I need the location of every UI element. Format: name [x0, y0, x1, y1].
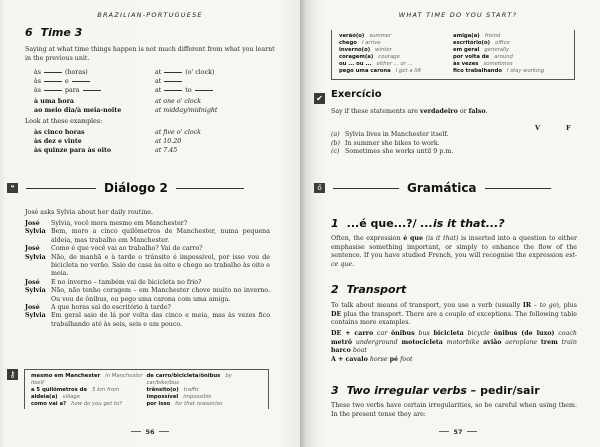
- pattern-row: [34, 87, 104, 96]
- vocab-entry: [31, 401, 147, 408]
- transport-pt: motocicleta: [401, 338, 443, 346]
- vocab-entry: [339, 40, 453, 47]
- transport-en: bus: [418, 330, 430, 337]
- vocab-gloss: how do you get to?: [71, 401, 122, 408]
- right-page: [300, 0, 600, 447]
- pattern-row-en: [155, 69, 214, 78]
- vocab-gloss: 5 km from: [92, 387, 120, 394]
- pattern-pt-prefix: às: [34, 78, 41, 85]
- page-number: [0, 428, 300, 436]
- transport-en: bicycle: [467, 330, 490, 337]
- dialogue-line: [25, 287, 270, 304]
- dialogue: [25, 220, 270, 329]
- utterance: Bem, moro a cinco quilômetros de Manchester, numa pequena aldeia, mas trabalho em Manchester.: [51, 228, 270, 244]
- pattern-pt-prefix: às: [34, 69, 41, 76]
- speaker: José: [25, 278, 40, 286]
- transport-pt: bicicleta: [433, 330, 464, 337]
- utterance: Não, não tenho coragem – em Manchester chove muito no inverno. Ou vou de ônibus, ou pego uma carona com uma amiga.: [51, 287, 270, 303]
- example-en: at 10.20: [155, 138, 182, 145]
- pattern-pt-suffix: (horas): [65, 69, 88, 76]
- pattern-row-en: [155, 87, 216, 96]
- example-en: at 7.45: [155, 147, 178, 154]
- vocab-entry: [339, 68, 453, 75]
- transport-en: underground: [355, 338, 398, 346]
- transport-pt: pé: [389, 356, 399, 363]
- transport-en: train: [561, 338, 577, 346]
- heading-rule: [176, 188, 244, 189]
- vocab-term: às vezes: [453, 61, 479, 68]
- text: .: [352, 260, 355, 268]
- section-title-en: ...is it that...?: [416, 217, 505, 230]
- vocab-gloss: summer: [369, 33, 392, 39]
- text-italic: to go: [539, 302, 557, 309]
- speaker: José: [25, 220, 40, 227]
- fixed-pt: à uma hora: [34, 98, 74, 105]
- section-number: 2: [331, 283, 339, 296]
- pattern-en-suffix: (o' clock): [185, 69, 215, 76]
- vocab-term: inverno(o): [339, 47, 371, 54]
- vocab-gloss: in Manchester itself: [31, 373, 143, 387]
- example-pt: às cinco horas: [34, 129, 85, 136]
- transport-pt: barco: [331, 347, 351, 355]
- section-number: 3: [331, 384, 339, 397]
- vocab-box: [24, 369, 269, 409]
- speaker: Sylvia: [25, 253, 46, 261]
- grammar-section-title: [331, 283, 406, 296]
- speaker: Sylvia: [25, 287, 46, 295]
- section-title-pt: pedir/sair: [476, 384, 540, 397]
- vocab-term: de carro/bicicleta/ônibus: [146, 373, 221, 379]
- transport-list: [331, 330, 577, 356]
- item-label: (b): [331, 139, 340, 147]
- transport-pt: A + cavalo: [331, 356, 368, 363]
- vocab-gloss: sometimes: [483, 61, 513, 68]
- utterance: Em geral saio de lá por volta das cinco e meia, mas às vezes fico trabalhando até às seis, seis e um pouco.: [51, 312, 270, 328]
- grammar-paragraph: These two verbs have certain irregularities, so be careful when using them. In the present tense they are:: [331, 402, 577, 418]
- transport-pt: DE + carro: [331, 330, 374, 337]
- vocab-term: mesmo em Manchester: [31, 373, 101, 379]
- heading-rule: [485, 188, 551, 189]
- item-text: In summer she bikes to work.: [345, 139, 440, 147]
- vocab-entry: [453, 47, 567, 54]
- pattern-pt-mid: para: [65, 87, 80, 94]
- transport-pt: ônibus: [390, 330, 415, 337]
- text: –: [531, 302, 540, 309]
- vocab-gloss: I arrive: [361, 40, 381, 47]
- dialogue-title: Diálogo 2: [104, 181, 168, 195]
- vocab-gloss: village: [62, 394, 81, 401]
- dialogue-line: [25, 220, 270, 228]
- vocab-gloss: traffic: [183, 387, 200, 394]
- vocab-term: trânsito(o): [146, 387, 179, 394]
- vocab-entry: [339, 33, 453, 40]
- text-bold: é que: [403, 235, 424, 242]
- vocab-column: [31, 373, 147, 408]
- vocab-term: aldeia(a): [31, 394, 58, 401]
- instruction-text: Say if these statements are: [331, 108, 421, 115]
- text-italic: (is it that): [423, 235, 459, 242]
- transport-en: horse: [369, 356, 388, 363]
- dialogue-line: [25, 279, 270, 287]
- instruction-falso: falso: [468, 108, 486, 115]
- pattern-en-prefix: at: [155, 87, 162, 94]
- vocab-term: escritório(o): [453, 40, 491, 47]
- dialogue-line: [25, 304, 270, 312]
- fixed-pt: ao meio dia/à meia-noite: [34, 107, 122, 114]
- instruction-text: or: [457, 108, 469, 115]
- page-number: [308, 428, 600, 436]
- vocab-term: chego: [339, 40, 357, 47]
- utterance: Como é que você vai ao trabalho? Vai de carro?: [51, 245, 203, 253]
- example-en: at five o' clock: [155, 129, 201, 136]
- section-number: 1: [331, 217, 339, 230]
- speaker: José: [25, 245, 40, 253]
- grammar-paragraph: [331, 235, 577, 269]
- vocab-term: em geral: [453, 47, 480, 54]
- page-number-text: 56: [145, 428, 155, 436]
- speech-quotes-icon: ❝: [7, 183, 18, 193]
- vocab-entry: [31, 373, 147, 387]
- vocab-gloss: by car/bike/bus: [146, 373, 232, 387]
- vocab-entry: [339, 54, 453, 61]
- transport-en: aeroplane: [505, 338, 538, 346]
- transport-a-line: [331, 356, 577, 365]
- pattern-en-mid: to: [185, 87, 192, 94]
- text: Often, the expression: [331, 235, 404, 242]
- pattern-pt-prefix: às: [34, 87, 41, 94]
- exercise-item: [331, 140, 531, 149]
- pattern-row: [34, 69, 88, 78]
- vocab-entry: [339, 47, 453, 54]
- exercise-title: Exercício: [331, 89, 382, 100]
- transport-pt: trem: [540, 338, 558, 346]
- section-title-en: Two irregular verbs –: [346, 384, 477, 397]
- transport-pt: metrô: [331, 338, 353, 346]
- pattern-row: [34, 78, 93, 87]
- vocab-gloss: I stay working: [507, 68, 545, 75]
- grammar-section-title: [331, 217, 505, 230]
- vocab-entry: [31, 387, 147, 394]
- transport-en: motorbike: [446, 338, 480, 346]
- vocab-box: [331, 30, 575, 80]
- section-number: 6: [25, 26, 33, 39]
- vocab-entry: [147, 373, 263, 387]
- heading-rule: [26, 188, 96, 189]
- dialogue-line: [25, 245, 270, 253]
- vocab-gloss: office: [495, 40, 510, 47]
- column-f: F: [566, 124, 571, 132]
- vocab-entry: [453, 61, 567, 68]
- vocab-gloss: around: [494, 54, 513, 61]
- section-title-pt: ...é que...?/: [346, 217, 417, 230]
- transport-pt: ônibus (de luxo): [493, 330, 555, 337]
- running-head: WHAT TIME DO YOU START?: [398, 11, 518, 19]
- item-text: Sylvia lives in Manchester itself.: [345, 131, 449, 138]
- pattern-en-prefix: at: [155, 69, 162, 76]
- transport-pt: avião: [483, 338, 502, 346]
- text: ), plus: [556, 302, 577, 309]
- vocab-column: [339, 33, 453, 76]
- instruction-verdadeiro: verdadeiro: [420, 108, 458, 115]
- exercise-instruction: [331, 108, 581, 117]
- vocab-gloss: I get a lift: [395, 68, 422, 75]
- section-title: [25, 26, 82, 39]
- example-pt: às quinze para às oito: [34, 147, 112, 154]
- grammar-heading-band: [314, 181, 551, 195]
- grammar-section-title: [331, 384, 540, 397]
- vocab-term: pego uma carona: [339, 68, 391, 75]
- fixed-en: at midday/midnight: [155, 107, 218, 114]
- vocab-term: fico trabalhando: [453, 68, 502, 75]
- running-head: BRAZILIAN-PORTUGUESE: [97, 11, 203, 19]
- item-label: (c): [331, 148, 340, 156]
- vocab-term: verão(o): [339, 33, 365, 39]
- vocab-gloss: generally: [484, 47, 510, 54]
- grammar-paragraph: [331, 302, 577, 328]
- transport-en: car: [376, 330, 388, 337]
- exercise-item: [331, 131, 531, 140]
- vocab-gloss: for that reason/so: [175, 401, 223, 408]
- utterance: Não, de manhã e à tarde o trânsito é impossível, por isso vou de bicicleta no verão. Saio de casa às oito e chego ao trabalho às oito e meia.: [51, 253, 270, 278]
- vocab-entry: [339, 61, 453, 68]
- dialogue-line: [25, 254, 270, 279]
- speaker: Sylvia: [25, 228, 46, 236]
- page-number-text: 57: [453, 428, 463, 436]
- section-title-text: Transport: [346, 283, 407, 296]
- heading-rule: [333, 188, 399, 189]
- section-title-text: Time 3: [40, 26, 83, 39]
- vocab-entry: [453, 40, 567, 47]
- transport-en: coach: [558, 330, 577, 337]
- column-v: V: [535, 124, 541, 132]
- text: plus the transport. There are a couple of exceptions. The following table contains more examples.: [331, 310, 577, 327]
- grammar-symbol-icon: ő: [314, 183, 325, 193]
- pattern-pt-mid: e: [65, 78, 69, 85]
- text-italic: est-ce que: [331, 252, 577, 268]
- intro-paragraph: Saying at what time things happen is not much different from what you learnt in the previous unit.: [25, 46, 275, 62]
- transport-en: foot: [400, 356, 413, 363]
- vocab-term: por volta de: [453, 54, 490, 61]
- pattern-en-prefix: at: [155, 78, 162, 85]
- vocab-term: a 5 quilômetros de: [31, 387, 88, 394]
- transport-en: boat: [352, 347, 367, 355]
- vocab-gloss: courage: [378, 54, 400, 61]
- text-bold: DE: [331, 310, 342, 318]
- instruction-text: .: [485, 108, 488, 115]
- dialogue-heading-band: [7, 181, 244, 195]
- exercise-item: [331, 148, 531, 157]
- vocab-term: por isso: [146, 401, 171, 408]
- vocab-term: coragem(a): [339, 54, 374, 61]
- text: To talk about means of transport, you use a verb (usually: [331, 302, 523, 309]
- vocab-gloss: either ... or ...: [376, 61, 413, 68]
- vocab-entry: [147, 401, 263, 408]
- vocab-column: [147, 373, 263, 408]
- utterance: A que horas sai do escritório à tarde?: [51, 304, 171, 312]
- speaker: Sylvia: [25, 312, 46, 320]
- utterance: Sylvia, você mora mesmo em Manchester?: [51, 220, 188, 227]
- grammar-title: Gramática: [407, 181, 477, 195]
- vocab-column: [453, 33, 567, 76]
- vocab-gloss: winter: [375, 47, 392, 54]
- text: is inserted into a question to either emphasise something important, or simply to enhance the flow of the sentence. If you have studied French, you will recognise the expression: [331, 235, 578, 260]
- vocab-gloss: friend: [484, 33, 501, 39]
- item-text: Sometimes she works until 9 p.m.: [345, 148, 454, 156]
- exercise-items: [331, 131, 531, 157]
- vocab-entry: [453, 68, 567, 75]
- vocab-term: ou ... ou ...: [339, 61, 372, 68]
- example-pt: às dez e vinte: [34, 138, 82, 145]
- text-bold: IR: [522, 302, 532, 309]
- vocab-entry: [31, 394, 147, 401]
- dialogue-line: [25, 312, 270, 329]
- speaker: José: [25, 304, 40, 312]
- utterance: E no inverno – também vai de bicicleta no frio?: [51, 278, 202, 286]
- checkbox-tick-icon: ✔: [314, 93, 325, 104]
- item-label: (a): [331, 131, 340, 138]
- vocab-term: como vai a?: [31, 401, 67, 408]
- fixed-en: at one o' clock: [155, 98, 202, 105]
- vocab-term: amiga(a): [453, 33, 480, 39]
- vocab-gloss: impossible: [183, 394, 212, 401]
- dialogue-intro: José asks Sylvia about her daily routine.: [25, 209, 154, 216]
- key-icon: ⚷: [7, 369, 18, 380]
- dialogue-line: [25, 228, 270, 245]
- pattern-row-en: [155, 78, 185, 87]
- examples-label: Look at these examples:: [25, 118, 103, 125]
- vocab-term: impossível: [146, 394, 179, 401]
- vocab-entry: [147, 394, 263, 401]
